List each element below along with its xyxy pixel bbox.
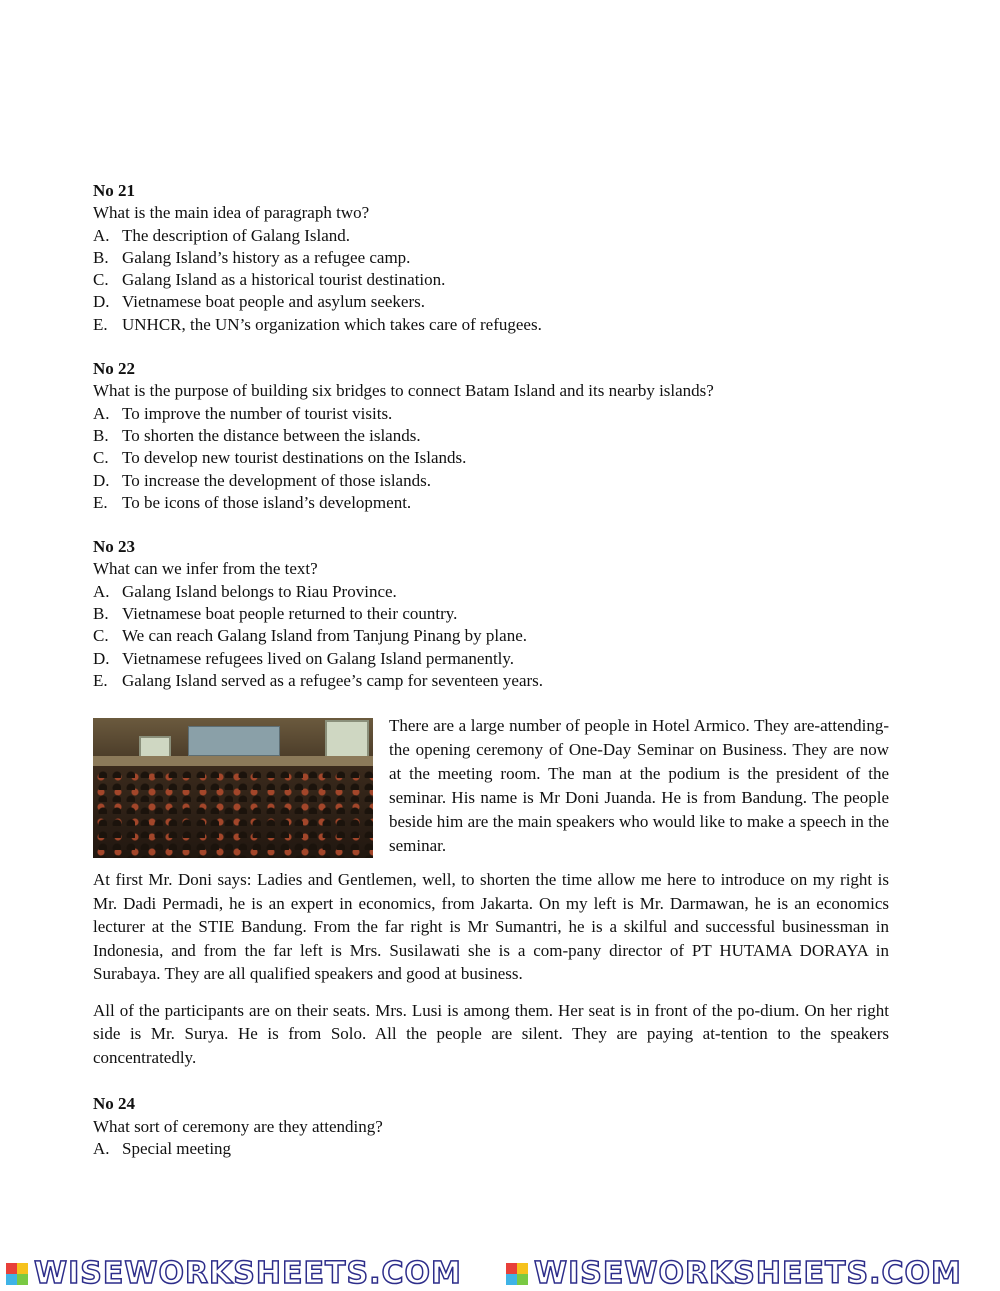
option-letter: C. — [93, 448, 109, 468]
question-prompt: What is the purpose of building six bridges to connect Batam Island and its nearby islands? — [93, 381, 714, 401]
option-text: We can reach Galang Island from Tanjung Pinang by plane. — [122, 626, 527, 646]
option-text: Vietnamese refugees lived on Galang Island permanently. — [122, 648, 515, 668]
option-text: To shorten the distance between the islands. — [122, 425, 421, 445]
answer-option[interactable] — [93, 470, 889, 492]
option-letter: A. — [93, 1138, 110, 1158]
question-prompt: What can we infer from the text? — [93, 559, 318, 579]
answer-option[interactable] — [93, 314, 889, 336]
option-letter: B. — [93, 604, 109, 624]
answer-option[interactable] — [93, 625, 889, 647]
answer-option[interactable] — [93, 447, 889, 469]
watermark-text: WISEWORKSHEETS.COM — [534, 1255, 962, 1291]
answer-option[interactable] — [93, 670, 889, 692]
question-number: No 22 — [93, 359, 136, 379]
wiseworksheets-logo-icon — [6, 1263, 28, 1285]
answer-option[interactable] — [93, 648, 889, 670]
option-text: Special meeting — [122, 1138, 232, 1158]
stage — [93, 756, 373, 766]
worksheet-page — [93, 180, 889, 1182]
option-letter: C. — [93, 270, 109, 290]
seminar-photo — [93, 718, 373, 858]
projector-screen-right — [325, 720, 369, 758]
question-number: No 21 — [93, 181, 136, 200]
option-letter: B. — [93, 425, 109, 445]
option-letter: E. — [93, 314, 108, 334]
option-letter: B. — [93, 247, 109, 267]
answer-option[interactable] — [93, 225, 889, 247]
answer-option[interactable] — [93, 581, 889, 603]
answer-option[interactable] — [93, 492, 889, 514]
question-number: No 23 — [93, 537, 136, 557]
option-text: Galang Island served as a refugee’s camp for seventeen years. — [122, 670, 544, 690]
option-letter: A. — [93, 581, 110, 601]
option-text: To develop new tourist destinations on the Islands. — [122, 448, 467, 468]
answer-option[interactable] — [93, 403, 889, 425]
question-prompt: What sort of ceremony are they attending? — [93, 1116, 383, 1136]
option-letter: A. — [93, 225, 110, 245]
option-letter: D. — [93, 648, 110, 668]
passage-paragraph-3: All of the participants are on their seats. Mrs. Lusi is among them. Her seat is in front of the po-dium. On her right side is Mr. Surya. He is from Solo. All the people are silent. They are paying at-tention to the speakers concentratedly. — [93, 1000, 889, 1067]
option-letter: A. — [93, 403, 110, 423]
question-24 — [93, 1093, 889, 1160]
option-letter: E. — [93, 492, 108, 512]
question-prompt: What is the main idea of paragraph two? — [93, 203, 370, 223]
option-letter: E. — [93, 670, 108, 690]
option-text: Vietnamese boat people and asylum seekers. — [122, 292, 425, 312]
watermark-text: WISEWORKSHEETS.COM — [34, 1255, 462, 1291]
answer-option[interactable] — [93, 425, 889, 447]
question-21 — [93, 180, 889, 336]
question-23 — [93, 536, 889, 692]
answer-option[interactable] — [93, 247, 889, 269]
option-letter: D. — [93, 470, 110, 490]
option-text: UNHCR, the UN’s organization which takes care of refugees. — [122, 314, 542, 334]
passage-intro — [93, 714, 889, 858]
wiseworksheets-logo-icon — [506, 1263, 528, 1285]
option-text: Galang Island belongs to Riau Province. — [122, 581, 397, 601]
watermark-right — [500, 1255, 1000, 1291]
option-text: To improve the number of tourist visits. — [122, 403, 393, 423]
option-text: Galang Island as a historical tourist destination. — [122, 270, 446, 290]
option-text: To be icons of those island’s development. — [122, 492, 412, 512]
answer-option[interactable] — [93, 291, 889, 313]
watermark-footer — [0, 1256, 1000, 1291]
passage-intro-text: There are a large number of people in Hotel Armico. They are-attending-the opening ceremony of One-Day Seminar on Business. They are now at the meeting room. The man at the podium is the president of the seminar. His name is Mr Doni Juanda. He is from Bandung. The people beside him are the main speakers who would like to make a speech in the seminar. — [389, 716, 889, 856]
option-text: The description of Galang Island. — [122, 225, 351, 245]
audience-crowd — [93, 766, 373, 858]
option-letter: D. — [93, 292, 110, 312]
option-letter: C. — [93, 626, 109, 646]
answer-option[interactable] — [93, 603, 889, 625]
watermark-left — [0, 1255, 500, 1291]
answer-option[interactable] — [93, 269, 889, 291]
passage-paragraph-2: At first Mr. Doni says: Ladies and Gentlemen, well, to shorten the time allow me here to introduce on my right is Mr. Dadi Permadi, he is an expert in economics, from Jakarta. On my left is Mr. Darmawan, he is an economics lecturer at the STIE Bandung. From the far right is Mr Sumantri, he is a skilful and successful businessman in Indonesia, and from the far left is Mrs. Susilawati she is a com-pany director of PT HUTAMA DORAYA in Surabaya. They are all qualified speakers and good at business. — [93, 870, 889, 984]
question-number: No 24 — [93, 1094, 136, 1114]
question-22 — [93, 358, 889, 514]
option-text: To increase the development of those islands. — [122, 470, 431, 490]
stage-banner — [188, 726, 280, 756]
option-text: Galang Island’s history as a refugee camp. — [122, 247, 411, 267]
answer-option[interactable] — [93, 1138, 889, 1160]
option-text: Vietnamese boat people returned to their country. — [122, 604, 458, 624]
